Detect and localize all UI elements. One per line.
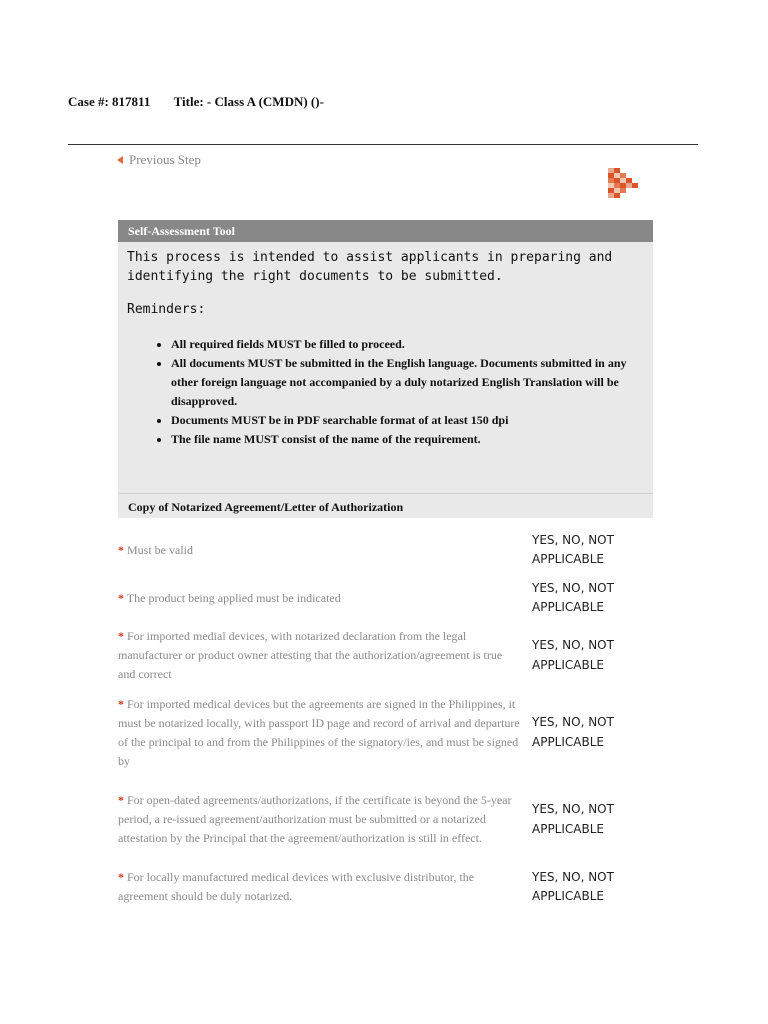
case-title: Title: - Class A (CMDN) ()-	[173, 94, 324, 109]
requirement-label: Must be valid	[127, 542, 193, 557]
requirement-options[interactable]: YES, NO, NOT APPLICABLE	[532, 580, 614, 614]
requirement-options[interactable]: YES, NO, NOT APPLICABLE	[532, 638, 614, 672]
requirement-label: For imported medial devices, with notarized declaration from the legal manufacturer or product owner attesting that the authorization/agreement is true and correct	[118, 629, 503, 681]
requirement-text	[118, 868, 522, 906]
intro-text	[127, 248, 643, 286]
requirement-label: For locally manufactured medical devices with exclusive distributor, the agreement should be duly notarized.	[118, 870, 475, 903]
previous-step-link[interactable]	[117, 152, 201, 168]
required-marker: *	[118, 542, 124, 557]
header-divider	[68, 144, 698, 145]
case-header	[68, 94, 324, 110]
requirement-text	[118, 541, 522, 560]
requirements-list	[118, 526, 658, 911]
required-marker: *	[118, 590, 124, 605]
requirement-label: For imported medical devices but the agreements are signed in the Philippines, it must be notarized locally, with passport ID page and record of arrival and departure of the principal to and from the Philippines of the signatory/ies, and must be signed by	[118, 696, 520, 768]
requirement-row	[118, 622, 658, 689]
panel-body	[118, 242, 653, 493]
requirement-text	[118, 791, 522, 848]
panel-title: Self-Assessment Tool	[118, 220, 653, 242]
back-arrow-icon	[117, 156, 123, 164]
self-assessment-panel	[118, 220, 653, 518]
checker-logo-icon	[606, 168, 642, 201]
reminder-item: • All required fields MUST be filled to proceed.	[171, 335, 643, 354]
requirement-row	[118, 776, 658, 863]
requirement-label: For open-dated agreements/authorizations, if the certificate is beyond the 5-year period, a re-issued agreement/authorization must be submitted or a notarized attestation by the Principal that the agreement/authorization is still in effect.	[118, 793, 512, 845]
requirement-row	[118, 689, 658, 776]
requirement-options[interactable]: YES, NO, NOT APPLICABLE	[532, 869, 614, 903]
requirement-text	[118, 589, 522, 608]
reminder-item: • All documents MUST be submitted in the English language. Documents submitted in any other foreign language not accompanied by a duly notarized English Translation will be disapproved.	[171, 354, 643, 411]
requirement-row	[118, 863, 658, 911]
requirement-label: The product being applied must be indicated	[126, 590, 341, 605]
requirement-text	[118, 627, 522, 684]
reminder-item: • The file name MUST consist of the name of the requirement.	[171, 430, 643, 449]
requirement-text	[118, 695, 522, 771]
requirement-row	[118, 574, 658, 622]
reminders-title: Reminders:	[127, 302, 206, 317]
requirement-row	[118, 526, 658, 574]
requirement-options[interactable]: YES, NO, NOT APPLICABLE	[532, 715, 614, 749]
previous-step-label: Previous Step	[129, 152, 201, 167]
section-header: Copy of Notarized Agreement/Letter of Authorization	[118, 493, 653, 518]
requirement-options[interactable]: YES, NO, NOT APPLICABLE	[532, 532, 614, 566]
case-number: Case #: 817811	[68, 94, 151, 109]
reminder-item: • Documents MUST be in PDF searchable format of at least 150 dpi	[171, 411, 643, 430]
intro-line-2: identifying the right documents to be submitted.	[127, 269, 503, 284]
required-marker: *	[118, 870, 124, 884]
intro-line-1: This process is intended to assist applicants in preparing and	[127, 250, 613, 265]
required-marker: *	[118, 793, 124, 807]
required-marker: *	[118, 629, 124, 643]
requirement-options[interactable]: YES, NO, NOT APPLICABLE	[532, 802, 614, 836]
reminders-list	[127, 335, 643, 449]
required-marker: *	[118, 696, 124, 711]
